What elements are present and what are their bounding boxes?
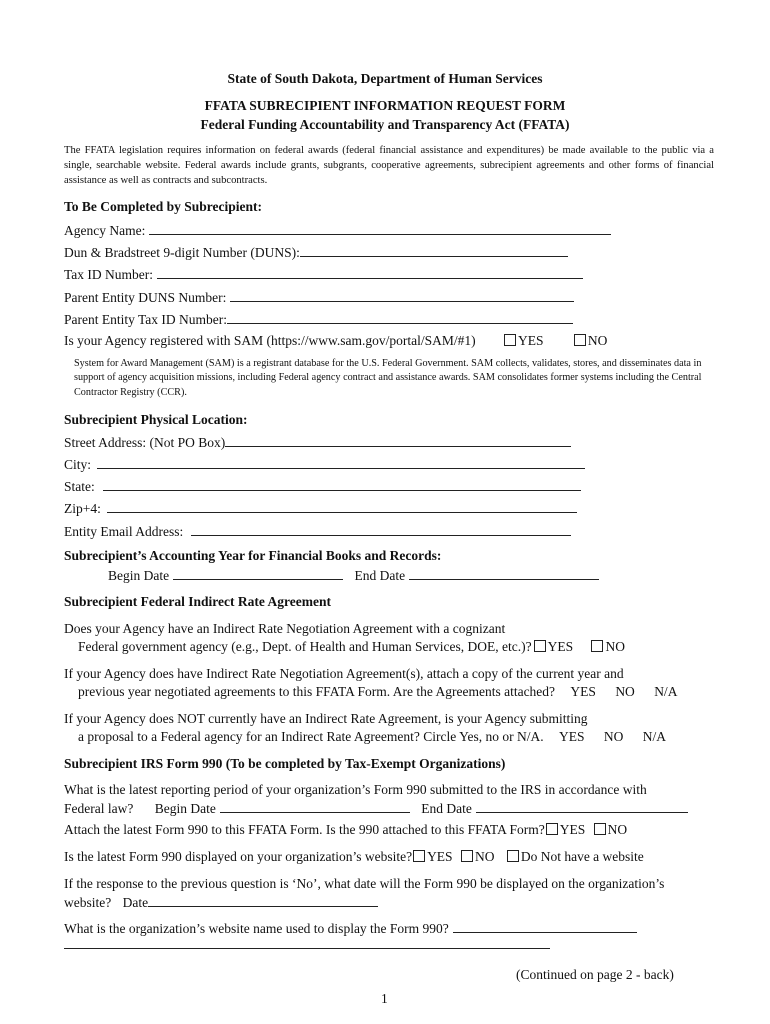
- irs-attach-yes-label: YES: [559, 822, 586, 837]
- indirect-q2-na[interactable]: N/A: [654, 684, 678, 699]
- sam-no-checkbox[interactable]: [574, 334, 586, 346]
- accounting-begin-field[interactable]: [173, 567, 343, 580]
- indirect-q1-line1: Does your Agency have an Indirect Rate Negotiation Agreement with a cognizant: [64, 621, 506, 636]
- irs-attach-row: [64, 822, 627, 838]
- sam-yes-checkbox[interactable]: [504, 334, 516, 346]
- tax-id-field[interactable]: [157, 266, 583, 279]
- irs-date-row: [64, 894, 378, 911]
- indirect-heading: Subrecipient Federal Indirect Rate Agreement: [64, 594, 331, 609]
- city-row: [64, 456, 585, 473]
- email-row: [64, 523, 571, 540]
- irs-attach-no-label: NO: [607, 822, 628, 837]
- email-field[interactable]: [191, 523, 571, 536]
- irs-attach-no-checkbox[interactable]: [594, 823, 606, 835]
- zip-field[interactable]: [107, 500, 577, 513]
- indirect-q2-yes[interactable]: YES: [570, 684, 596, 699]
- state-field[interactable]: [103, 478, 581, 491]
- sam-yes-label: YES: [517, 333, 544, 348]
- tax-id-label: Tax ID Number:: [64, 267, 154, 282]
- page-number: 1: [381, 991, 388, 1006]
- duns-label: Dun & Bradstreet 9-digit Number (DUNS):: [64, 245, 300, 260]
- sam-note: System for Award Management (SAM) is a registrant database for the U.S. Federal Government. SAM collects, validates, stores, and disseminates data in support of agency acquisition missions, including Federal agency contract and assistance awards. SAM consolidates former systems including the Central Contractor Registry (CCR).: [74, 358, 702, 398]
- indirect-q2-line2: previous year negotiated agreements to this FFATA Form. Are the Agreements attached?: [78, 684, 556, 699]
- agency-name-row: [64, 222, 611, 239]
- agency-heading: State of South Dakota, Department of Human Services: [227, 71, 543, 86]
- location-heading: Subrecipient Physical Location:: [64, 412, 248, 427]
- irs-attach-question: Attach the latest Form 990 to this FFATA Form. Is the 990 attached to this FFATA Form?: [64, 822, 545, 837]
- irs-site-name-question: What is the organization’s website name used to display the Form 990?: [64, 921, 449, 936]
- indirect-q1-yes-label: YES: [547, 639, 574, 654]
- indirect-q1-no-label: NO: [605, 639, 625, 654]
- sam-question: Is your Agency registered with SAM (https://www.sam.gov/portal/SAM/#1): [64, 333, 476, 348]
- indirect-q1-line2: Federal government agency (e.g., Dept. of Health and Human Services, DOE, etc.)?: [78, 639, 532, 654]
- indirect-q1-row: [78, 639, 625, 655]
- accounting-dates-row: [108, 567, 599, 584]
- indirect-q1-yes-checkbox[interactable]: [534, 640, 546, 652]
- accounting-end-field[interactable]: [409, 567, 599, 580]
- indirect-q1-no-checkbox[interactable]: [591, 640, 603, 652]
- street-label: Street Address: (Not PO Box): [64, 435, 226, 450]
- zip-label: Zip+4:: [64, 501, 101, 516]
- parent-tax-field[interactable]: [227, 311, 573, 324]
- indirect-q3-no[interactable]: NO: [603, 729, 624, 744]
- indirect-q3-row: [78, 729, 666, 745]
- parent-duns-label: Parent Entity DUNS Number:: [64, 290, 227, 305]
- irs-website-no-checkbox[interactable]: [461, 850, 473, 862]
- act-title: Federal Funding Accountability and Transparency Act (FFATA): [200, 117, 570, 132]
- irs-q1-line1: What is the latest reporting period of your organization’s Form 990 submitted to the IRS in accordance with: [64, 782, 647, 797]
- state-row: [64, 478, 581, 495]
- accounting-begin-label: Begin Date: [108, 568, 170, 583]
- irs-date-field[interactable]: [148, 894, 378, 907]
- irs-website-yes-label: YES: [427, 849, 453, 864]
- irs-site-name-row: [64, 920, 637, 937]
- irs-website-yes-checkbox[interactable]: [413, 850, 425, 862]
- indirect-q2-line1: If your Agency does have Indirect Rate Negotiation Agreement(s), attach a copy of the current year and: [64, 666, 624, 681]
- indirect-q3-na[interactable]: N/A: [642, 729, 666, 744]
- irs-site-name-field-line2[interactable]: [64, 948, 550, 949]
- parent-duns-field[interactable]: [230, 289, 574, 302]
- irs-heading: Subrecipient IRS Form 990 (To be completed by Tax-Exempt Organizations): [64, 756, 506, 771]
- duns-field[interactable]: [300, 244, 568, 257]
- city-label: City:: [64, 457, 92, 472]
- indirect-q3-line2: a proposal to a Federal agency for an Indirect Rate Agreement? Circle Yes, no or N/A.: [78, 729, 544, 744]
- street-row: [64, 434, 571, 451]
- irs-end-label: End Date: [421, 801, 472, 816]
- irs-website-question: Is the latest Form 990 displayed on your organization’s website?: [64, 849, 413, 864]
- irs-date-q-line2: website?: [64, 895, 112, 910]
- zip-row: [64, 500, 577, 517]
- irs-begin-label: Begin Date: [154, 801, 216, 816]
- tax-id-row: [64, 266, 583, 283]
- irs-website-row: [64, 849, 644, 865]
- irs-website-no-label: NO: [474, 849, 495, 864]
- irs-end-field[interactable]: [476, 800, 688, 813]
- irs-q1-line2: Federal law?: [64, 801, 134, 816]
- sam-row: [64, 333, 607, 349]
- email-label: Entity Email Address:: [64, 524, 184, 539]
- irs-date-q-line1: If the response to the previous question is ‘No’, what date will the Form 990 be displayed on the organization’s: [64, 876, 665, 891]
- street-field[interactable]: [225, 434, 571, 447]
- form-title: FFATA SUBRECIPIENT INFORMATION REQUEST FORM: [204, 98, 566, 113]
- irs-q1-row: [64, 800, 688, 817]
- irs-attach-yes-checkbox[interactable]: [546, 823, 558, 835]
- accounting-end-label: End Date: [354, 568, 406, 583]
- parent-tax-row: [64, 311, 573, 328]
- parent-duns-row: [64, 289, 574, 306]
- indirect-q2-no[interactable]: NO: [615, 684, 635, 699]
- parent-tax-label: Parent Entity Tax ID Number:: [64, 312, 228, 327]
- sam-no-label: NO: [587, 333, 608, 348]
- continued-note: (Continued on page 2 - back): [516, 967, 674, 982]
- accounting-heading: Subrecipient’s Accounting Year for Financial Books and Records:: [64, 548, 442, 563]
- indirect-q3-line1: If your Agency does NOT currently have an Indirect Rate Agreement, is your Agency submitting: [64, 711, 588, 726]
- irs-date-label: Date: [122, 895, 149, 910]
- irs-no-website-checkbox[interactable]: [507, 850, 519, 862]
- indirect-q3-yes[interactable]: YES: [558, 729, 585, 744]
- state-label: State:: [64, 479, 95, 494]
- subrecipient-heading: To Be Completed by Subrecipient:: [64, 199, 263, 214]
- city-field[interactable]: [97, 456, 585, 469]
- irs-site-name-field[interactable]: [453, 920, 637, 933]
- irs-no-website-label: Do Not have a website: [520, 849, 644, 864]
- intro-paragraph: The FFATA legislation requires information on federal awards (federal financial assistance and expenditures) be made available to the public via a single, searchable website. Federal awards include grants, subgrants, cooperative agreements, subrecipient agreements and other forms of financial assistance as well as contracts and subcontracts.: [64, 145, 714, 187]
- indirect-q2-row: [78, 684, 677, 700]
- agency-name-label: Agency Name:: [64, 223, 146, 238]
- agency-name-field[interactable]: [149, 222, 611, 235]
- duns-row: [64, 244, 568, 261]
- irs-begin-field[interactable]: [220, 800, 410, 813]
